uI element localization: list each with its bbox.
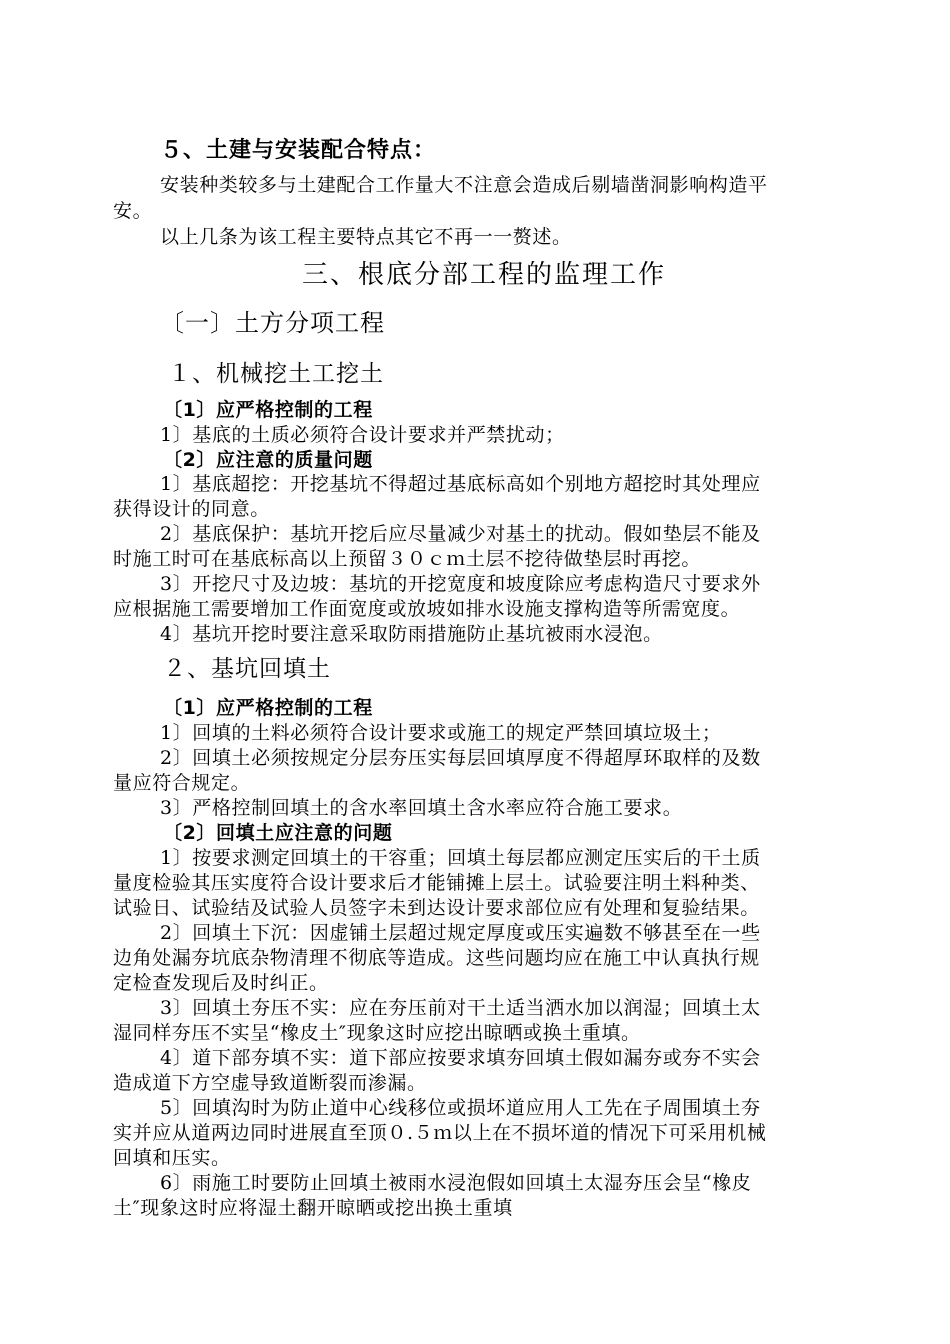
paragraph-line: 土″现象这时应将湿土翻开晾晒或挖出换土重填 (113, 1197, 513, 1219)
paragraph-line: 时施工时可在基底标高以上预留３０ｃｍ土层不挖待做垫层时再挖。 (113, 548, 702, 570)
chapter-3-heading: 三、根底分部工程的监理工作 (302, 260, 667, 290)
paragraph-line: 1〕基底超挖：开挖基坑不得超过基底标高如个别地方超挖时其处理应 (160, 473, 761, 495)
paragraph-line: 3〕回填土夯压不实：应在夯压前对干土适当洒水加以润湿；回填土太 (160, 997, 761, 1019)
paragraph-line: 回填和压实。 (113, 1147, 231, 1169)
paragraph-line: 获得设计的同意。 (113, 498, 270, 520)
subheading: 〔2〕应注意的质量问题 (163, 449, 373, 471)
paragraph-line: 以上几条为该工程主要特点其它不再一一赘述。 (160, 226, 572, 248)
paragraph-line: 1〕基底的土质必须符合设计要求并严禁扰动； (160, 424, 565, 446)
paragraph-line: 6〕雨施工时要防止回填土被雨水浸泡假如回填土太湿夯压会呈“橡皮 (160, 1172, 752, 1194)
paragraph-line: 量度检验其压实度符合设计要求后才能铺摊上层土。试验要注明土料种类、 (113, 872, 760, 894)
paragraph-line: 4〕道下部夯填不实：道下部应按要求填夯回填土假如漏夯或夯不实会 (160, 1047, 761, 1069)
paragraph-line: 2〕基底保护：基坑开挖后应尽量减少对基土的扰动。假如垫层不能及 (160, 523, 761, 545)
paragraph-line: 造成道下方空虚导致道断裂而渗漏。 (113, 1072, 427, 1094)
part-1-heading: 〔一〕土方分项工程 (160, 309, 385, 337)
paragraph-line: 安。 (113, 200, 153, 222)
paragraph-line: 1〕按要求测定回填土的干容重；回填土每层都应测定压实后的干土质 (160, 847, 761, 869)
section-5-heading: ５、土建与安装配合特点： (160, 138, 437, 163)
paragraph-line: 3〕开挖尺寸及边坡：基坑的开挖宽度和坡度除应考虑构造尺寸要求外 (160, 573, 761, 595)
item-2-heading: ２、基坑回填土 (163, 656, 331, 682)
paragraph-line: 边角处漏夯坑底杂物清理不彻底等造成。这些问题均应在施工中认真执行规 (113, 947, 760, 969)
paragraph-line: 2〕回填土下沉：因虚铺土层超过规定厚度或压实遍数不够甚至在一些 (160, 922, 761, 944)
subheading: 〔2〕回填土应注意的问题 (163, 822, 393, 844)
paragraph-line: 实并应从道两边同时进展直至顶０.５ｍ以上在不损坏道的情况下可采用机械 (113, 1122, 767, 1144)
paragraph-line: 试验日、试验结及试验人员签字未到达设计要求部位应有处理和复验结果。 (113, 897, 760, 919)
paragraph-line: 5〕回填沟时为防止道中心线移位或损坏道应用人工先在子周围填土夯 (160, 1097, 761, 1119)
paragraph-line: 4〕基坑开挖时要注意采取防雨措施防止基坑被雨水浸泡。 (160, 623, 663, 645)
subheading: 〔1〕应严格控制的工程 (163, 697, 373, 719)
paragraph-line: 安装种类较多与土建配合工作量大不注意会造成后剔墙凿洞影响构造平 (160, 174, 768, 196)
subheading: 〔1〕应严格控制的工程 (163, 399, 373, 421)
paragraph-line: 量应符合规定。 (113, 772, 251, 794)
paragraph-line: 3〕严格控制回填土的含水率回填土含水率应符合施工要求。 (160, 797, 683, 819)
item-1-heading: １、机械挖土工挖土 (168, 361, 384, 387)
paragraph-line: 湿同样夯压不实呈“橡皮土″现象这时应挖出晾晒或换土重填。 (113, 1022, 641, 1044)
paragraph-line: 2〕回填土必须按规定分层夯压实每层回填厚度不得超厚环取样的及数 (160, 747, 761, 769)
paragraph-line: 应根据施工需要增加工作面宽度或放坡如排水设施支撑构造等所需宽度。 (113, 598, 741, 620)
paragraph-line: 1〕回填的土料必须符合设计要求或施工的规定严禁回填垃圾土； (160, 722, 722, 744)
paragraph-line: 定检查发现后及时纠正。 (113, 972, 329, 994)
